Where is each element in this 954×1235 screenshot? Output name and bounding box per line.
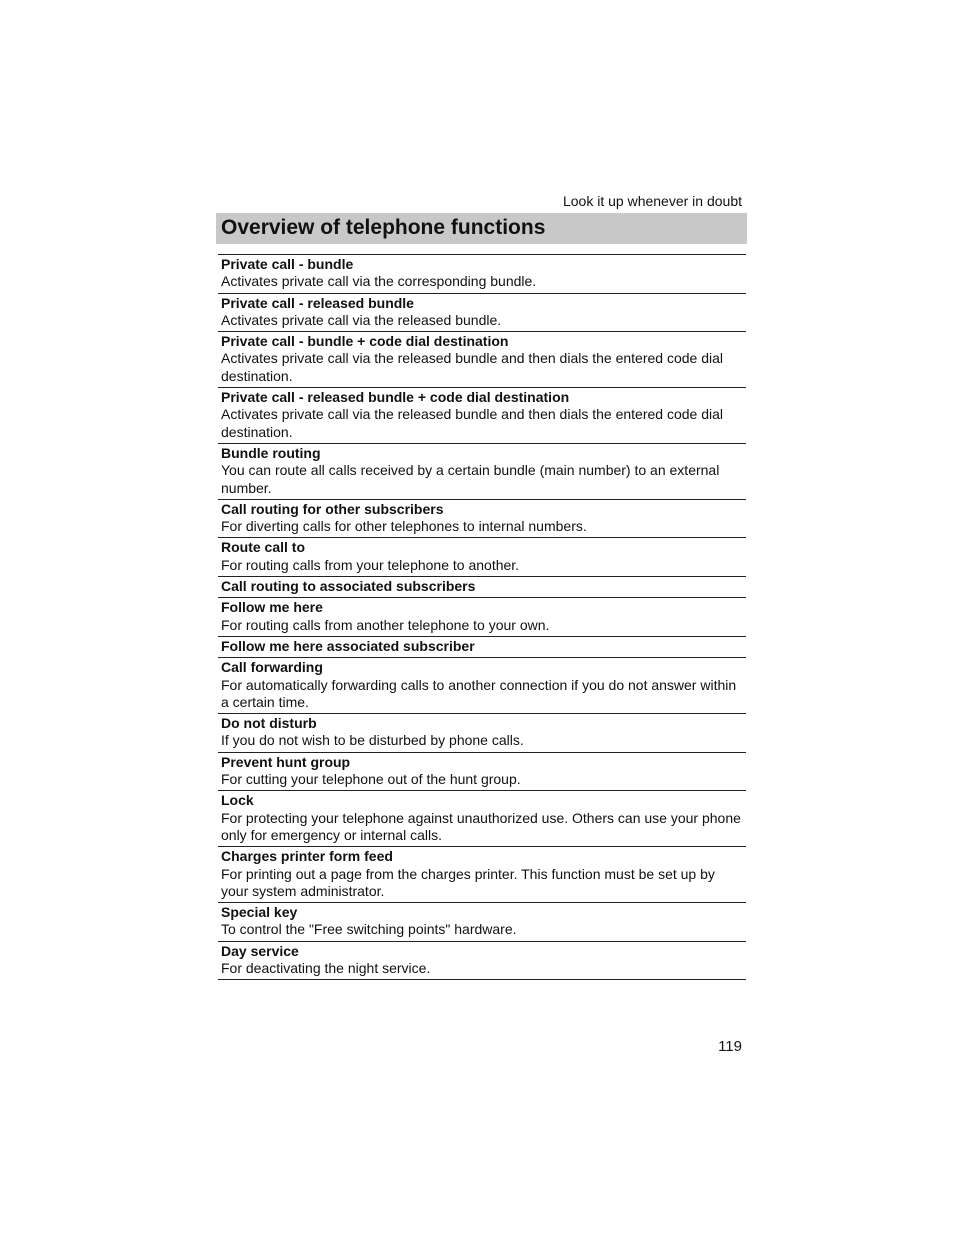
function-description: For deactivating the night service. bbox=[221, 959, 431, 976]
function-description: Activates private call via the released bundle and then dials the entered code dial destination. bbox=[221, 406, 723, 440]
function-row bbox=[218, 255, 746, 294]
function-row bbox=[218, 753, 746, 792]
function-row bbox=[218, 538, 746, 577]
function-row bbox=[218, 658, 746, 714]
function-name: Private call - bundle + code dial destination bbox=[221, 333, 509, 350]
function-row bbox=[218, 388, 746, 444]
function-name: Route call to bbox=[221, 539, 306, 556]
function-description: Activates private call via the released bundle and then dials the entered code dial destination. bbox=[221, 350, 723, 384]
section-title-bar bbox=[216, 213, 747, 244]
function-name: Private call - released bundle bbox=[221, 294, 414, 311]
function-row bbox=[218, 598, 746, 637]
running-head: Look it up whenever in doubt bbox=[562, 193, 742, 209]
function-description: For printing out a page from the charges printer. This function must be set up by your system administrator. bbox=[221, 865, 715, 899]
function-name: Prevent hunt group bbox=[221, 753, 351, 770]
function-description: For protecting your telephone against unauthorized use. Others can use your phone only for emergency or internal calls. bbox=[221, 809, 741, 843]
function-row bbox=[218, 791, 746, 847]
function-row bbox=[218, 903, 746, 942]
function-name: Private call - released bundle + code dial destination bbox=[221, 389, 570, 406]
function-row bbox=[218, 500, 746, 539]
function-row bbox=[218, 332, 746, 388]
function-row bbox=[218, 714, 746, 753]
function-name: Call routing for other subscribers bbox=[221, 500, 444, 517]
function-row bbox=[218, 847, 746, 903]
function-table bbox=[218, 254, 746, 980]
function-row bbox=[218, 294, 746, 333]
function-row bbox=[218, 637, 746, 658]
function-description: To control the "Free switching points" hardware. bbox=[221, 921, 517, 938]
page-number: 119 bbox=[718, 1038, 742, 1055]
function-name: Bundle routing bbox=[221, 444, 321, 461]
function-name: Private call - bundle bbox=[221, 256, 354, 272]
function-name: Follow me here bbox=[221, 599, 323, 616]
function-name: Do not disturb bbox=[221, 715, 317, 732]
page-title: Overview of telephone functions bbox=[221, 216, 546, 239]
function-description: For cutting your telephone out of the hunt group. bbox=[221, 771, 521, 788]
function-name: Call routing to associated subscribers bbox=[221, 578, 476, 595]
function-description: For routing calls from another telephone to your own. bbox=[221, 616, 550, 633]
function-description: If you do not wish to be disturbed by phone calls. bbox=[221, 732, 524, 749]
function-name: Day service bbox=[221, 942, 299, 959]
function-name: Call forwarding bbox=[221, 659, 323, 676]
function-description: For diverting calls for other telephones to internal numbers. bbox=[221, 518, 587, 535]
function-name: Special key bbox=[221, 904, 298, 921]
function-name: Follow me here associated subscriber bbox=[221, 637, 475, 654]
function-name: Lock bbox=[221, 792, 254, 809]
function-description: You can route all calls received by a certain bundle (main number) to an external number. bbox=[221, 462, 720, 496]
function-description: Activates private call via the released bundle. bbox=[221, 311, 502, 328]
function-description: For automatically forwarding calls to another connection if you do not answer within a certain time. bbox=[221, 676, 737, 710]
function-row bbox=[218, 444, 746, 500]
function-name: Charges printer form feed bbox=[221, 848, 393, 865]
function-row bbox=[218, 577, 746, 598]
function-description: Activates private call via the corresponding bundle. bbox=[221, 273, 537, 290]
function-row bbox=[218, 942, 746, 981]
function-description: For routing calls from your telephone to another. bbox=[221, 556, 520, 573]
